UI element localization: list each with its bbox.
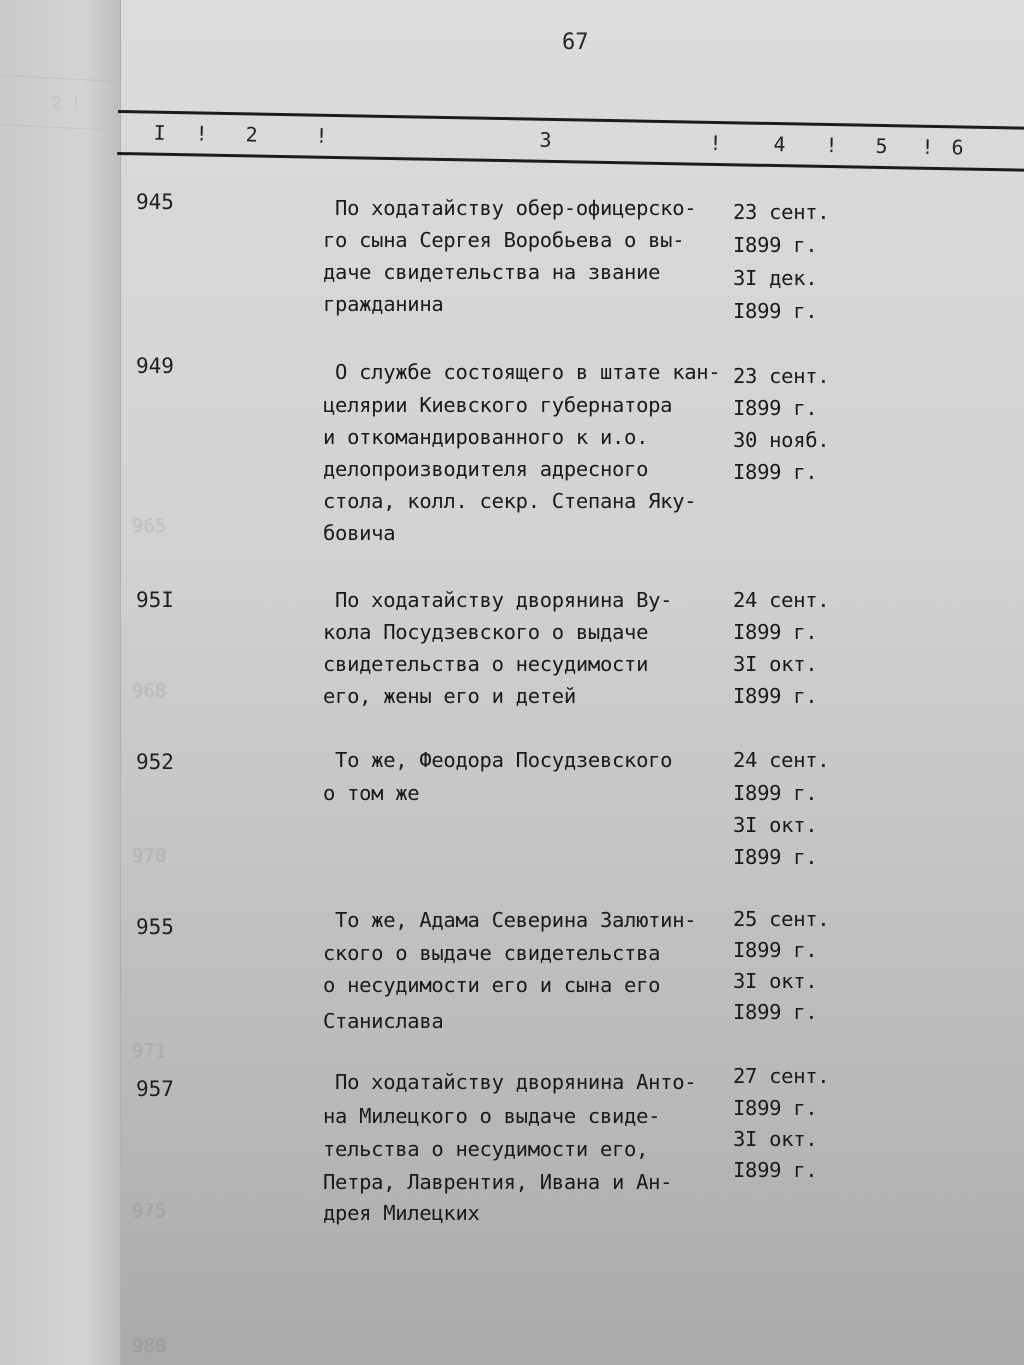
bleed-through-text: 970 [132,845,167,867]
entry-description-line: бовича [323,521,396,545]
header-col-2: 2 [245,122,258,147]
entry-description-line: о том же [323,781,420,805]
header-col-3: 3 [539,127,552,152]
entry-description-line: То же, Феодора Посудзевского [323,748,673,772]
entry-description-line: По ходатайству дворянина Ву- [323,588,673,612]
entry-date-start: 23 сент. [733,364,830,388]
entry-description-line: По ходатайству дворянина Анто- [323,1070,697,1094]
entry-date-end: 3I окт. [733,652,818,676]
entry-description-line: Станислава [323,1009,444,1033]
entry-date-end-year: I899 г. [733,299,818,323]
entry-description-line: и откомандированного к и.о. [323,425,649,449]
entry-number: 945 [136,190,174,214]
entry-date-end-year: I899 г. [733,1158,818,1182]
header-col-4: 4 [773,132,786,157]
entry-date-end-year: I899 г. [733,684,818,708]
entry-date-start-year: I899 г. [733,938,818,962]
entry-date-end: 3I окт. [733,969,818,993]
entry-description-line: По ходатайству обер-офицерско- [323,196,697,220]
entry-date-end-year: I899 г. [733,460,818,484]
entry-date-start: 24 сент. [733,588,830,612]
entry-description-line: дрея Милецких [323,1201,480,1225]
header-separator: ! [195,121,208,146]
entry-description-line: Петра, Лаврентия, Ивана и Ан- [323,1170,673,1194]
entry-description-line: на Милецкого о выдаче свиде- [323,1104,661,1128]
header-separator: ! [825,132,838,158]
header-col-1: I [153,120,166,145]
bleed-through-text: 980 [132,1335,167,1357]
entry-description-line: делопроизводителя адресного [323,457,649,481]
entry-description-line: его, жены его и детей [323,684,576,708]
entry-number: 949 [136,354,174,378]
previous-page-ghost-header: 2 ! [0,75,121,131]
header-separator: ! [709,130,722,156]
entry-date-start: 25 сент. [733,907,830,931]
entry-description-line: О службе состоящего в штате кан- [323,360,721,384]
entry-date-start-year: I899 г. [733,233,818,257]
entry-description-line: о несудимости его и сына его [323,973,661,997]
bleed-through-text: 975 [132,1200,167,1222]
entry-date-start: 27 сент. [733,1064,830,1088]
entry-date-end: 3I окт. [733,1127,818,1151]
header-col-5: 5 [875,133,888,159]
table-header [117,110,1024,175]
bleed-through-text: 965 [132,515,167,537]
entry-description-line: стола, колл. секр. Степана Яку- [323,489,697,513]
entry-date-start: 24 сент. [733,748,830,772]
entry-description-line: кола Посудзевского о выдаче [323,620,649,644]
entry-date-start-year: I899 г. [733,396,818,420]
header-col-6: 6 [951,135,964,160]
header-rule-bottom [117,152,1024,172]
entry-date-end-year: I899 г. [733,845,818,869]
entry-date-start: 23 сент. [733,200,830,224]
entry-description-line: гражданина [323,292,444,316]
entry-description-line: даче свидетельства на звание [323,260,661,284]
entry-description-line: тельства о несудимости его, [323,1137,649,1161]
entry-description-line: го сына Сергея Воробьева о вы- [323,228,685,252]
entry-description-line: ского о выдаче свидетельства [323,941,661,965]
header-separator: ! [315,123,328,148]
entry-date-start-year: I899 г. [733,620,818,644]
entry-date-end: 3I окт. [733,813,818,837]
entry-number: 955 [136,915,174,939]
entry-description-line: свидетельства о несудимости [323,652,649,676]
entry-date-end: 3I дек. [733,266,818,290]
header-separator: ! [921,134,934,159]
entry-number: 95I [136,588,174,612]
entry-date-end: 30 нояб. [733,428,830,452]
bleed-through-text: 971 [132,1040,167,1062]
entry-date-end-year: I899 г. [733,1000,818,1024]
page-number: 67 [562,30,589,55]
entry-number: 957 [136,1077,174,1101]
previous-page-edge [0,0,121,1365]
entry-date-start-year: I899 г. [733,1096,818,1120]
entry-number: 952 [136,750,174,774]
entry-date-start-year: I899 г. [733,781,818,805]
entry-description-line: То же, Адама Северина Залютин- [323,908,697,932]
bleed-through-text: 968 [132,680,167,702]
entry-description-line: целярии Киевского губернатора [323,393,673,417]
